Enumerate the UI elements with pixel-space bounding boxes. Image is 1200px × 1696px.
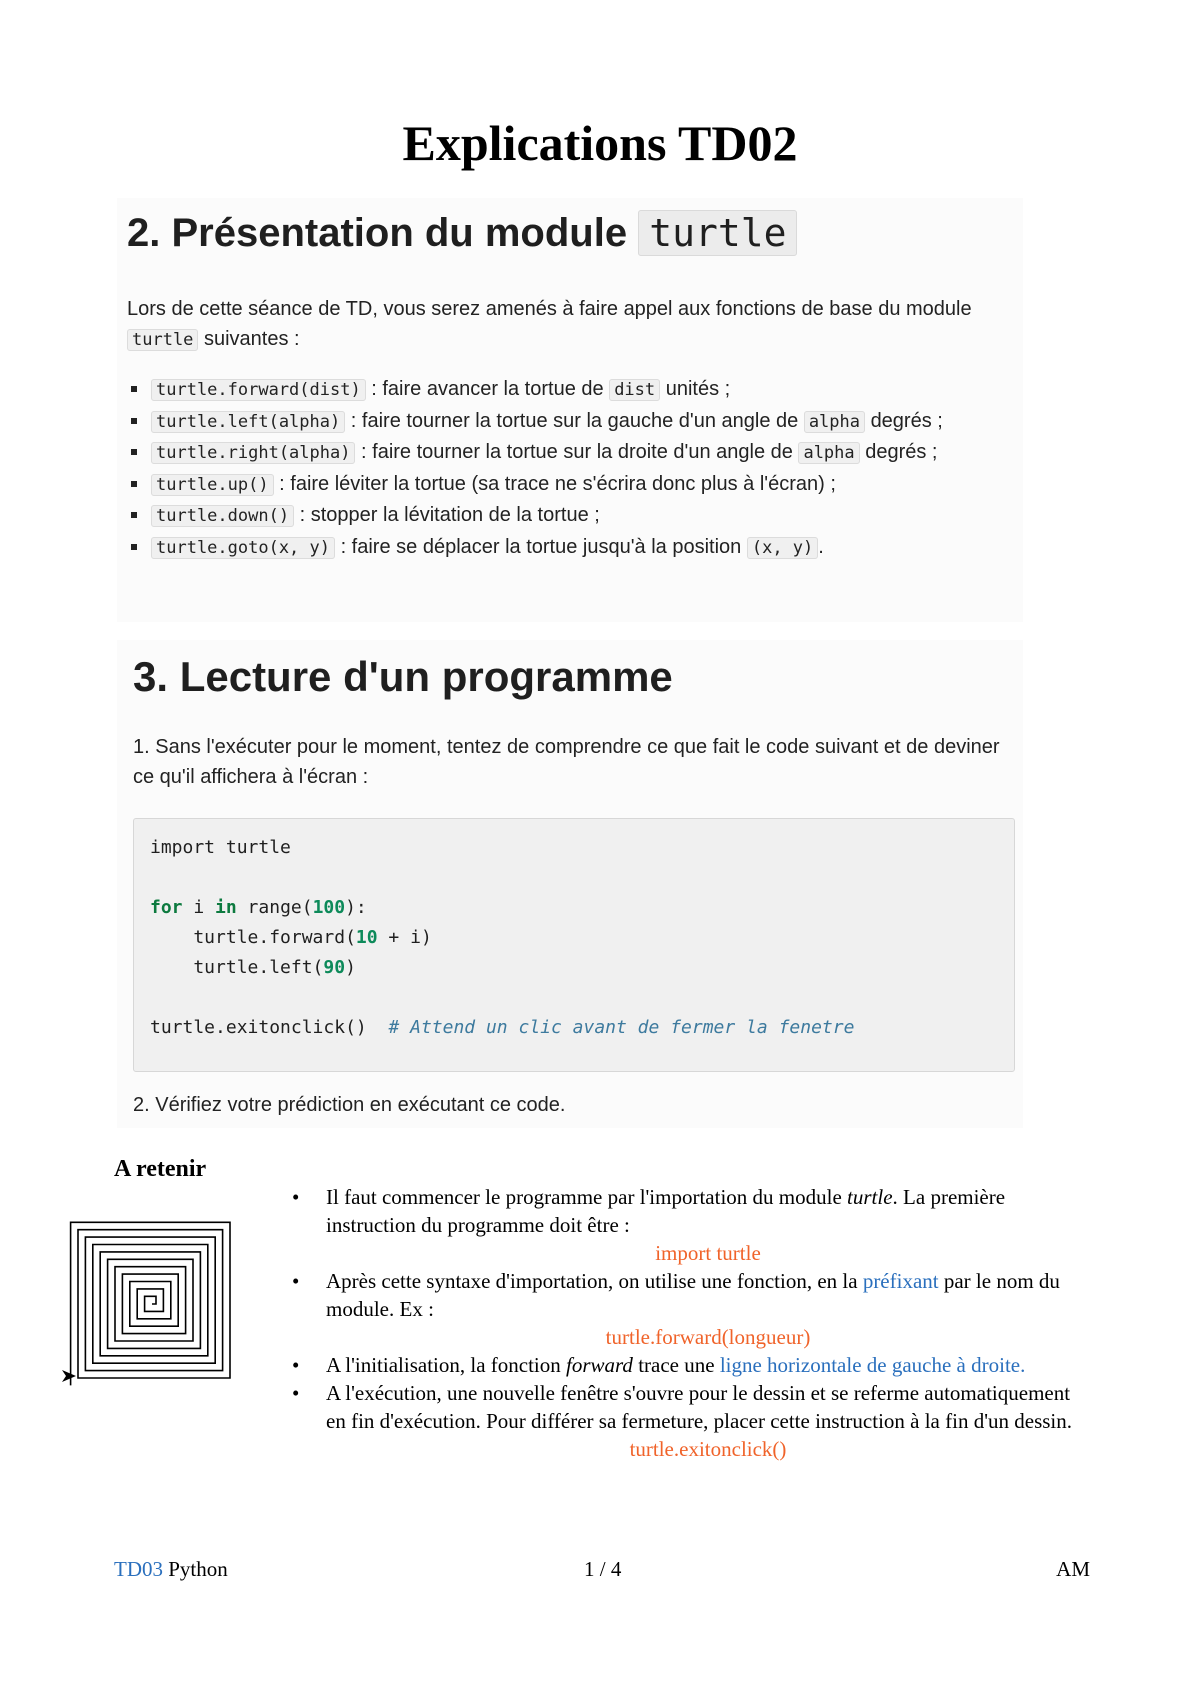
code-block [133,818,1015,1072]
section2-heading: 2. Présentation du module turtle [127,208,797,258]
page-footer [114,1554,1090,1584]
footer-left: TD03 Python [114,1557,228,1581]
inline-code: turtle [127,329,198,351]
step-2: 2. Vérifiez votre prédiction en exécutant ce code. [133,1094,566,1116]
code-import-turtle: import turtle [655,1241,761,1265]
inline-code: turtle.down() [151,505,294,527]
spiral-path [71,1222,230,1385]
retenir-heading: A retenir [114,1156,207,1182]
code-content: import turtle for i in range(100): turtle.forward(10 + i) turtle.left(90) turtle.exitonclick() # Attend un clic avant de fermer la fenetre [150,837,855,1038]
function-list [127,374,1017,563]
list-item: turtle.goto(x, y) : faire se déplacer la tortue jusqu'à la position (x, y) . [127,532,1017,564]
inline-code: alpha [798,442,859,464]
page-title: Explications TD02 [402,115,798,171]
section2-intro: Lors de cette séance de TD, vous serez amenés à faire appel aux fonctions de base du module turtle suivantes : [127,298,972,350]
list-item: • Après cette syntaxe d'importation, on utilise une fonction, en la préfixant par le nom du module. Ex : turtle.forward(longueur) [290,1267,1090,1351]
section-program-reading [117,640,1023,1128]
list-item: turtle.right(alpha) : faire tourner la tortue sur la droite d'un angle de alpha degrés ; [127,437,1017,469]
spiral-drawing-icon [60,1212,244,1396]
section3-heading: 3. Lecture d'un programme [133,653,673,700]
section-turtle-presentation [117,198,1023,622]
list-item: turtle.left(alpha) : faire tourner la tortue sur la gauche d'un angle de alpha degrés ; [127,406,1017,438]
inline-code: alpha [804,411,865,433]
inline-code: dist [609,379,660,401]
code-turtle-exitonclick: turtle.exitonclick() [629,1437,787,1461]
list-item: • Il faut commencer le programme par l'importation du module turtle. La première instruction du programme doit être : import turtle [290,1183,1090,1267]
list-item: turtle.up() : faire léviter la tortue (sa trace ne s'écrira donc plus à l'écran) ; [127,469,1017,501]
inline-code: turtle.right(alpha) [151,442,355,464]
list-item: turtle.down() : stopper la lévitation de la tortue ; [127,500,1017,532]
footer-author: AM [1056,1557,1090,1581]
code-turtle-forward: turtle.forward(longueur) [605,1325,811,1349]
inline-code: turtle.up() [151,474,274,496]
retenir-list [290,1183,1090,1463]
inline-code: turtle.left(alpha) [151,411,345,433]
inline-code: turtle.forward(dist) [151,379,366,401]
inline-code: (x, y) [747,537,818,559]
list-item: • A l'exécution, une nouvelle fenêtre s'ouvre pour le dessin et se referme automatiquement en fin d'exécution. Pour différer sa fermeture, placer cette instruction à la fin d'un dessin. turtle.exitonclick() [290,1379,1090,1463]
step-1: 1. Sans l'exécuter pour le moment, tentez de comprendre ce que fait le code suivant et de deviner ce qu'il affichera à l'écran : [133,736,1000,788]
section2-heading-code: turtle [638,210,797,256]
page-number: 1 / 4 [584,1557,622,1581]
inline-code: turtle.goto(x, y) [151,537,335,559]
list-item: • A l'initialisation, la fonction forward trace une ligne horizontale de gauche à droite. [290,1351,1090,1379]
list-item: turtle.forward(dist) : faire avancer la tortue de dist unités ; [127,374,1017,406]
turtle-arrow-icon [62,1370,76,1382]
